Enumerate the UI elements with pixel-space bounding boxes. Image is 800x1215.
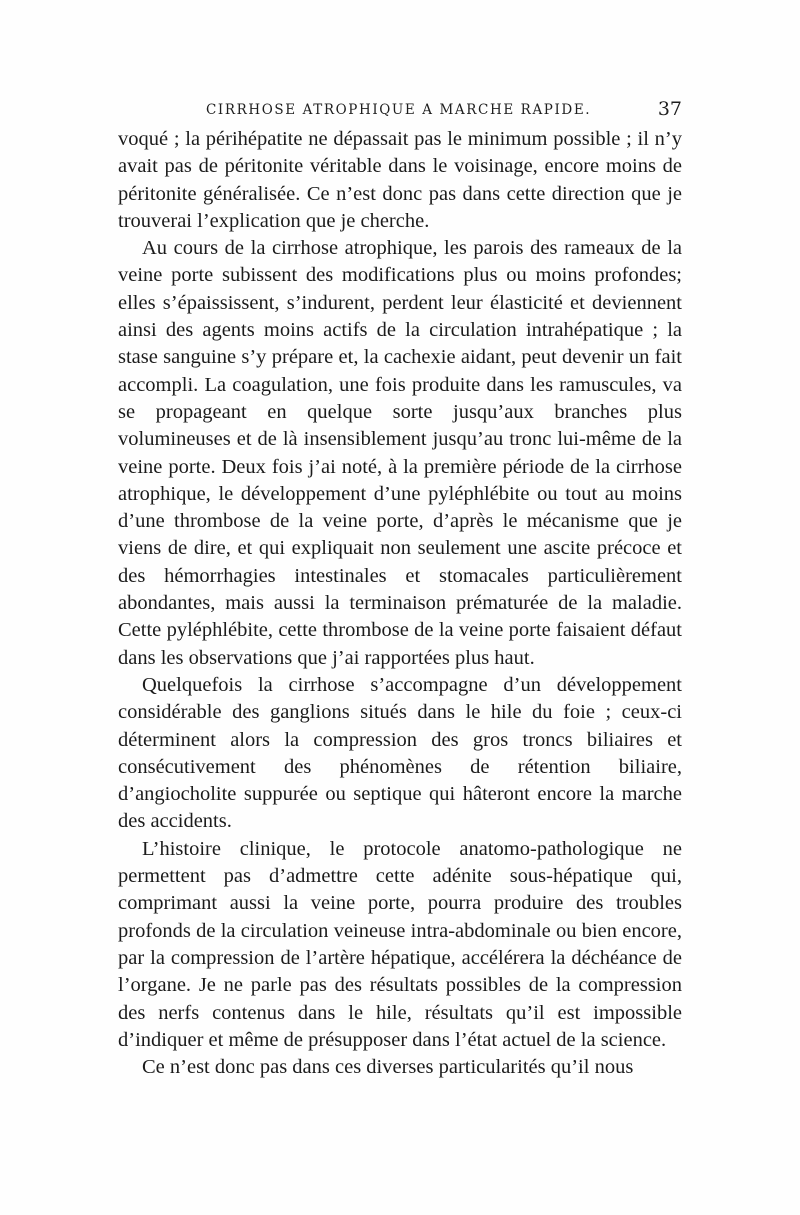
- running-title: CIRRHOSE ATROPHIQUE A MARCHE RAPIDE.: [206, 102, 592, 118]
- paragraph-conclusion-start: Ce n’est donc pas dans ces diverses particularités qu’il nous: [142, 1056, 634, 1079]
- running-head: [118, 98, 682, 122]
- paragraph-continuation: voqué ; la périhépatite ne dépassait pas le minimum possible ; il n’y avait pas de péritonite véritable dans le voisinage, encore moins de péritonite généralisée. Ce n’est donc pas dans cette direction que je trouverai l’explication que je cherche.: [118, 128, 682, 232]
- paragraph-histoire-clinique: L’histoire clinique, le protocole anatomo-pathologique ne permettent pas d’admettre cette adénite sous-hépatique qui, comprimant aussi la veine porte, pourra produire des troubles profonds de la circulation veineuse intra-abdominale ou bien encore, par la compression de l’artère hépatique, accélérera la déchéance de l’organe. Je ne parle pas des résultats possibles de la compression des nerfs contenus dans le hile, résultats qu’il est impossible d’indiquer et même de présupposer dans l’état actuel de la science.: [118, 837, 682, 1051]
- body-text: [118, 126, 682, 1081]
- paragraph-rameaux-veine-porte: Au cours de la cirrhose atrophique, les parois des rameaux de la veine porte subissent des modifications plus ou moins profondes; elles s’épaississent, s’indurent, perdent leur élasticité et deviennent ainsi des agents moins actifs de la circulation intrahépatique ; la stase sanguine s’y prépare et, la cachexie aidant, peut devenir un fait accompli. La coagulation, une fois produite dans les ramuscules, va se propageant en quelque sorte jusqu’aux branches plus volumineuses et de là insensiblement jusqu’au tronc lui-même de la veine porte. Deux fois j’ai noté, à la première période de la cirrhose atrophique, le développement d’une pyléphlébite ou tout au moins d’une thrombose de la veine porte, d’après le mécanisme que je viens de dire, et qui expliquait non seulement une ascite précoce et des hémorrhagies intestinales et stomacales particulièrement abondantes, mais aussi la terminaison prématurée de la maladie. Cette pyléphlébite, cette thrombose de la veine porte faisaient défaut dans les observations que j’ai rapportées plus haut.: [118, 237, 682, 669]
- page-number: 37: [657, 98, 682, 120]
- paragraph-ganglions-hile: Quelquefois la cirrhose s’accompagne d’un développement considérable des ganglions situés dans le hile du foie ; ceux-ci déterminent alors la compression des gros troncs biliaires et consécutivement des phénomènes de rétention biliaire, d’angiocholite suppurée ou septique qui hâteront encore la marche des accidents.: [118, 673, 682, 833]
